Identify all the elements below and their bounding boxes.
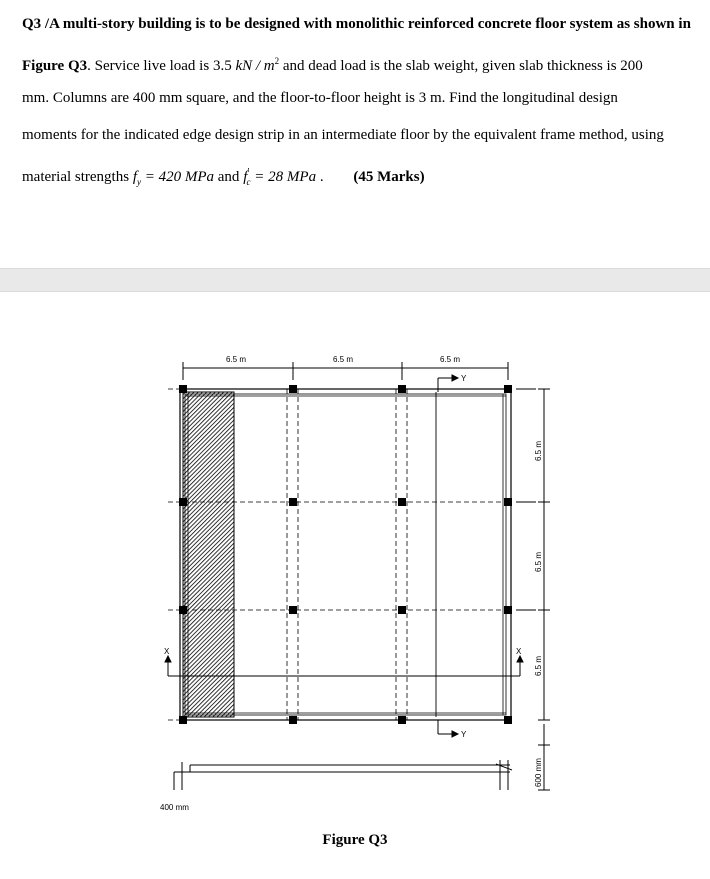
column-size-label: 400 mm bbox=[160, 803, 189, 812]
column-d3 bbox=[504, 606, 512, 614]
fc-symbol: f bbox=[243, 169, 248, 185]
material-text: material strengths bbox=[22, 169, 133, 185]
beam-depth-label: 600 mm bbox=[534, 758, 543, 787]
question-line-2 bbox=[22, 43, 694, 80]
section-x-left-marker bbox=[165, 656, 180, 676]
section-x-right-marker bbox=[511, 656, 523, 676]
section-y-top-label: Y bbox=[461, 374, 467, 383]
load-unit: kN / m bbox=[235, 58, 275, 74]
top-span-label-3: 6.5 m bbox=[440, 355, 461, 364]
fc-prime: ′ bbox=[247, 167, 250, 178]
column-c4 bbox=[398, 716, 406, 724]
column-a2 bbox=[179, 498, 187, 506]
column-b2 bbox=[289, 498, 297, 506]
question-line-4: moments for the indicated edge design strip in an intermediate floor by the equivalent frame method, using bbox=[22, 127, 664, 143]
side-span-label-1: 6.5 m bbox=[534, 440, 543, 461]
fc-value: = 28 MPa bbox=[250, 169, 317, 185]
question-text bbox=[22, 6, 694, 191]
question-intro: Q3 /A multi-story building is to be designed with monolithic reinforced concrete floor system as shown in bbox=[22, 16, 691, 32]
figure-reference: Figure Q3 bbox=[22, 58, 88, 74]
question-line-1 bbox=[22, 6, 694, 43]
unit-exponent: 2 bbox=[274, 56, 280, 66]
section-x-left-label: X bbox=[164, 647, 170, 656]
fy-symbol: f bbox=[132, 169, 137, 185]
column-a1 bbox=[179, 385, 187, 393]
column-d4 bbox=[504, 716, 512, 724]
column-d2 bbox=[504, 498, 512, 506]
section-y-bottom-marker bbox=[438, 720, 458, 737]
column-b3 bbox=[289, 606, 297, 614]
live-load-text: . Service live load is 3.5 bbox=[87, 58, 236, 74]
fy-subscript: y bbox=[136, 177, 141, 187]
right-dimension-line bbox=[516, 389, 550, 720]
marks-label: (45 Marks) bbox=[353, 169, 425, 185]
page-separator bbox=[0, 268, 710, 292]
fc-subscript: c bbox=[246, 177, 251, 187]
side-span-label-2: 6.5 m bbox=[534, 551, 543, 572]
and-text: and bbox=[214, 169, 244, 185]
column-c1 bbox=[398, 385, 406, 393]
top-span-label-1: 6.5 m bbox=[226, 355, 247, 364]
column-a4 bbox=[179, 716, 187, 724]
column-a3 bbox=[179, 606, 187, 614]
question-line-3: mm. Columns are 400 mm square, and the floor-to-floor height is 3 m. Find the longitudinal design bbox=[22, 90, 618, 106]
top-span-label-2: 6.5 m bbox=[333, 355, 354, 364]
fy-value: = 420 MPa bbox=[140, 169, 215, 185]
edge-design-strip bbox=[183, 392, 234, 717]
side-span-label-3: 6.5 m bbox=[534, 655, 543, 676]
sentence-end: . bbox=[316, 169, 324, 185]
section-y-bottom-label: Y bbox=[461, 730, 467, 739]
section-x-right-label: X bbox=[516, 647, 522, 656]
floor-plan-figure bbox=[0, 290, 710, 879]
column-b4 bbox=[289, 716, 297, 724]
column-d1 bbox=[504, 385, 512, 393]
top-dimension-line bbox=[183, 362, 508, 380]
column-c3 bbox=[398, 606, 406, 614]
section-x-x bbox=[174, 760, 512, 790]
figure-caption: Figure Q3 bbox=[322, 832, 388, 848]
question-line-5 bbox=[22, 154, 694, 191]
column-c2 bbox=[398, 498, 406, 506]
dead-load-text: and dead load is the slab weight, given slab thickness is 200 bbox=[279, 58, 643, 74]
column-b1 bbox=[289, 385, 297, 393]
